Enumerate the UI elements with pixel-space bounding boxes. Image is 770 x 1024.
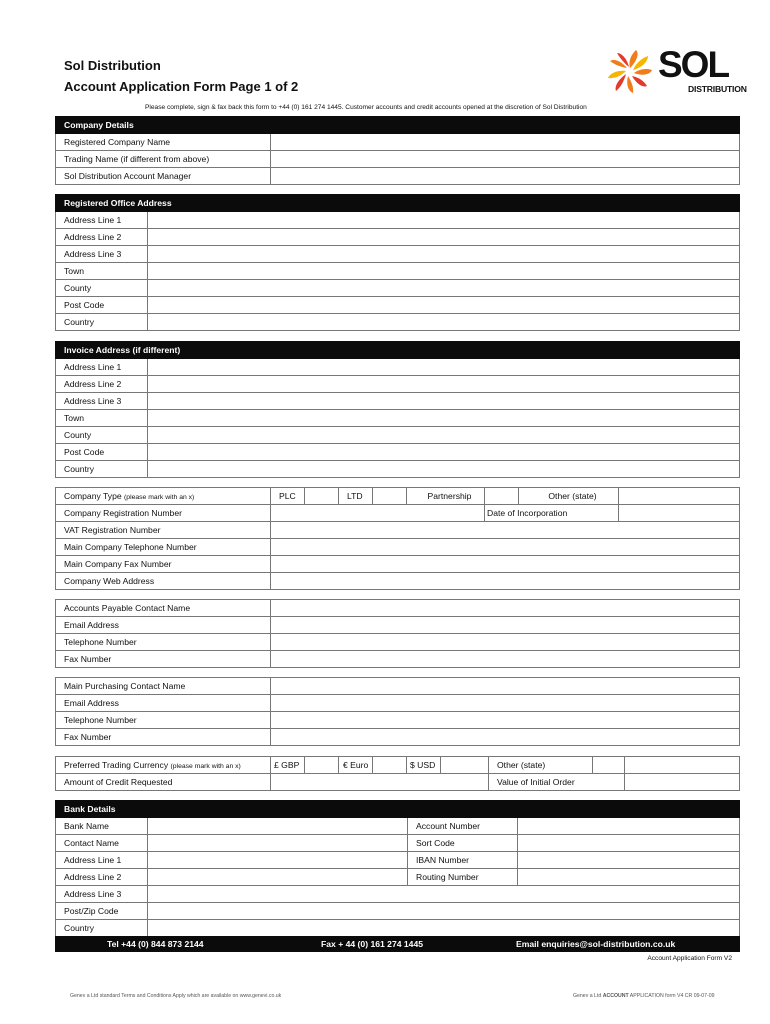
currency-table — [55, 756, 740, 791]
bank-address3-label: Address Line 3 — [56, 886, 148, 903]
reg-postcode-label: Post Code — [56, 297, 148, 314]
accounts-payable-table — [55, 599, 740, 668]
usd-label: $ USD — [407, 757, 441, 774]
other-currency-input[interactable] — [593, 757, 625, 774]
instructions: Please complete, sign & fax back this form to +44 (0) 161 274 1445. Customer accounts and credit accounts opened at the discretion of Sol Distribution — [145, 104, 587, 111]
reg-postcode-input[interactable] — [148, 297, 740, 314]
gbp-checkbox[interactable] — [305, 757, 339, 774]
contact-bar — [55, 936, 740, 952]
form-version: Account Application Form V2 — [647, 955, 732, 962]
web-address-input[interactable] — [271, 573, 740, 590]
bank-contact-input[interactable] — [148, 835, 408, 852]
plc-label: PLC — [271, 488, 305, 505]
credit-input[interactable] — [271, 774, 489, 791]
inv-country-label: Country — [56, 461, 148, 478]
purchasing-table — [55, 677, 740, 746]
purchasing-fax-input[interactable] — [271, 729, 740, 746]
inv-address-line2-input[interactable] — [148, 376, 740, 393]
footer-email[interactable]: Email enquiries@sol-distribution.co.uk — [516, 939, 676, 949]
credit-label: Amount of Credit Requested — [56, 774, 271, 791]
date-incorporation-label: Date of Incorporation — [485, 505, 619, 522]
reg-number-input[interactable] — [271, 505, 485, 522]
partnership-label: Partnership — [407, 488, 485, 505]
reg-number-label: Company Registration Number — [56, 505, 271, 522]
company-title: Sol Distribution — [64, 58, 161, 73]
purchasing-phone-label: Telephone Number — [56, 712, 271, 729]
vat-label: VAT Registration Number — [56, 522, 271, 539]
company-type-label — [56, 488, 271, 505]
bank-postcode-label: Post/Zip Code — [56, 903, 148, 920]
main-fax-label: Main Company Fax Number — [56, 556, 271, 573]
invoice-address-heading: Invoice Address (if different) — [56, 342, 740, 359]
ap-fax-input[interactable] — [271, 651, 740, 668]
logo-word: SOL — [658, 44, 729, 85]
other-type-input[interactable] — [619, 488, 740, 505]
company-details-heading: Company Details — [56, 117, 740, 134]
euro-checkbox[interactable] — [373, 757, 407, 774]
iban-input[interactable] — [518, 852, 740, 869]
registered-name-input[interactable] — [271, 134, 740, 151]
bank-address3-input[interactable] — [148, 886, 740, 903]
ap-fax-label: Fax Number — [56, 651, 271, 668]
terms-note: Genev a Ltd standard Terms and Conditions Apply which are available on www.genevi.co.uk — [70, 993, 282, 999]
initial-order-label: Value of Initial Order — [489, 774, 625, 791]
gbp-label: £ GBP — [271, 757, 305, 774]
registered-office-heading: Registered Office Address — [56, 195, 740, 212]
web-address-label: Company Web Address — [56, 573, 271, 590]
registered-office-table — [55, 194, 740, 331]
inv-address-line1-label: Address Line 1 — [56, 359, 148, 376]
bank-name-label: Bank Name — [56, 818, 148, 835]
ap-contact-input[interactable] — [271, 600, 740, 617]
plc-checkbox[interactable] — [305, 488, 339, 505]
company-type-text: Company Type — [64, 491, 122, 501]
ap-email-label: Email Address — [56, 617, 271, 634]
footer-fax: Fax + 44 (0) 161 274 1445 — [321, 939, 424, 949]
trading-name-label: Trading Name (if different from above) — [56, 151, 271, 168]
reg-address-line2-label: Address Line 2 — [56, 229, 148, 246]
ltd-label: LTD — [339, 488, 373, 505]
reg-county-input[interactable] — [148, 280, 740, 297]
sol-logo — [604, 44, 747, 96]
company-info-table — [55, 487, 740, 590]
trading-name-input[interactable] — [271, 151, 740, 168]
currency-hint: (please mark with an x) — [170, 763, 241, 770]
reg-town-label: Town — [56, 263, 148, 280]
ap-phone-input[interactable] — [271, 634, 740, 651]
invoice-address-table — [55, 341, 740, 478]
inv-county-input[interactable] — [148, 427, 740, 444]
initial-order-input[interactable] — [625, 774, 740, 791]
bank-details-heading: Bank Details — [56, 801, 740, 818]
purchasing-email-label: Email Address — [56, 695, 271, 712]
other-currency-label: Other (state) — [489, 757, 593, 774]
inv-postcode-input[interactable] — [148, 444, 740, 461]
form-code-prefix: Genev a Ltd — [573, 993, 603, 999]
ltd-checkbox[interactable] — [373, 488, 407, 505]
currency-label — [56, 757, 271, 774]
reg-town-input[interactable] — [148, 263, 740, 280]
bank-address2-input[interactable] — [148, 869, 408, 886]
routing-input[interactable] — [518, 869, 740, 886]
form-title: Account Application Form Page 1 of 2 — [64, 79, 299, 94]
sort-code-input[interactable] — [518, 835, 740, 852]
other-currency-extra[interactable] — [625, 757, 740, 774]
sun-icon — [604, 48, 656, 96]
routing-label: Routing Number — [408, 869, 518, 886]
main-fax-input[interactable] — [271, 556, 740, 573]
account-manager-input[interactable] — [271, 168, 740, 185]
account-manager-label: Sol Distribution Account Manager — [56, 168, 271, 185]
bank-country-label: Country — [56, 920, 148, 937]
purchasing-phone-input[interactable] — [271, 712, 740, 729]
ap-contact-label: Accounts Payable Contact Name — [56, 600, 271, 617]
form-code — [573, 993, 714, 999]
inv-address-line2-label: Address Line 2 — [56, 376, 148, 393]
reg-address-line1-label: Address Line 1 — [56, 212, 148, 229]
account-number-input[interactable] — [518, 818, 740, 835]
reg-county-label: County — [56, 280, 148, 297]
inv-town-label: Town — [56, 410, 148, 427]
bank-country-input[interactable] — [148, 920, 740, 937]
reg-address-line3-label: Address Line 3 — [56, 246, 148, 263]
ap-email-input[interactable] — [271, 617, 740, 634]
inv-address-line3-input[interactable] — [148, 393, 740, 410]
euro-label: € Euro — [339, 757, 373, 774]
bank-name-input[interactable] — [148, 818, 408, 835]
bank-address1-label: Address Line 1 — [56, 852, 148, 869]
logo-sub: DISTRIBUTION — [688, 84, 747, 94]
partnership-checkbox[interactable] — [485, 488, 519, 505]
registered-name-label: Registered Company Name — [56, 134, 271, 151]
inv-address-line1-input[interactable] — [148, 359, 740, 376]
reg-address-line3-input[interactable] — [148, 246, 740, 263]
inv-address-line3-label: Address Line 3 — [56, 393, 148, 410]
inv-county-label: County — [56, 427, 148, 444]
currency-text: Preferred Trading Currency — [64, 760, 169, 770]
bank-postcode-input[interactable] — [148, 903, 740, 920]
footer-tel: Tel +44 (0) 844 873 2144 — [107, 939, 204, 949]
purchasing-contact-label: Main Purchasing Contact Name — [56, 678, 271, 695]
company-details-table — [55, 116, 740, 185]
purchasing-contact-input[interactable] — [271, 678, 740, 695]
purchasing-email-input[interactable] — [271, 695, 740, 712]
reg-address-line2-input[interactable] — [148, 229, 740, 246]
inv-country-input[interactable] — [148, 461, 740, 478]
main-phone-label: Main Company Telephone Number — [56, 539, 271, 556]
sort-code-label: Sort Code — [408, 835, 518, 852]
inv-town-input[interactable] — [148, 410, 740, 427]
iban-label: IBAN Number — [408, 852, 518, 869]
bank-details-table — [55, 800, 740, 937]
usd-checkbox[interactable] — [441, 757, 489, 774]
bank-address1-input[interactable] — [148, 852, 408, 869]
reg-address-line1-input[interactable] — [148, 212, 740, 229]
inv-postcode-label: Post Code — [56, 444, 148, 461]
reg-country-input[interactable] — [148, 314, 740, 331]
form-code-bold: ACCOUNT — [602, 993, 629, 999]
ap-phone-label: Telephone Number — [56, 634, 271, 651]
reg-country-label: Country — [56, 314, 148, 331]
vat-input[interactable] — [271, 522, 740, 539]
bank-contact-label: Contact Name — [56, 835, 148, 852]
purchasing-fax-label: Fax Number — [56, 729, 271, 746]
other-type-label: Other (state) — [519, 488, 619, 505]
main-phone-input[interactable] — [271, 539, 740, 556]
company-type-hint: (please mark with an x) — [124, 494, 195, 501]
bank-address2-label: Address Line 2 — [56, 869, 148, 886]
form-code-suffix: APPLICATION form V4 CR 09-07-09 — [628, 993, 715, 999]
date-incorporation-input[interactable] — [619, 505, 740, 522]
account-number-label: Account Number — [408, 818, 518, 835]
